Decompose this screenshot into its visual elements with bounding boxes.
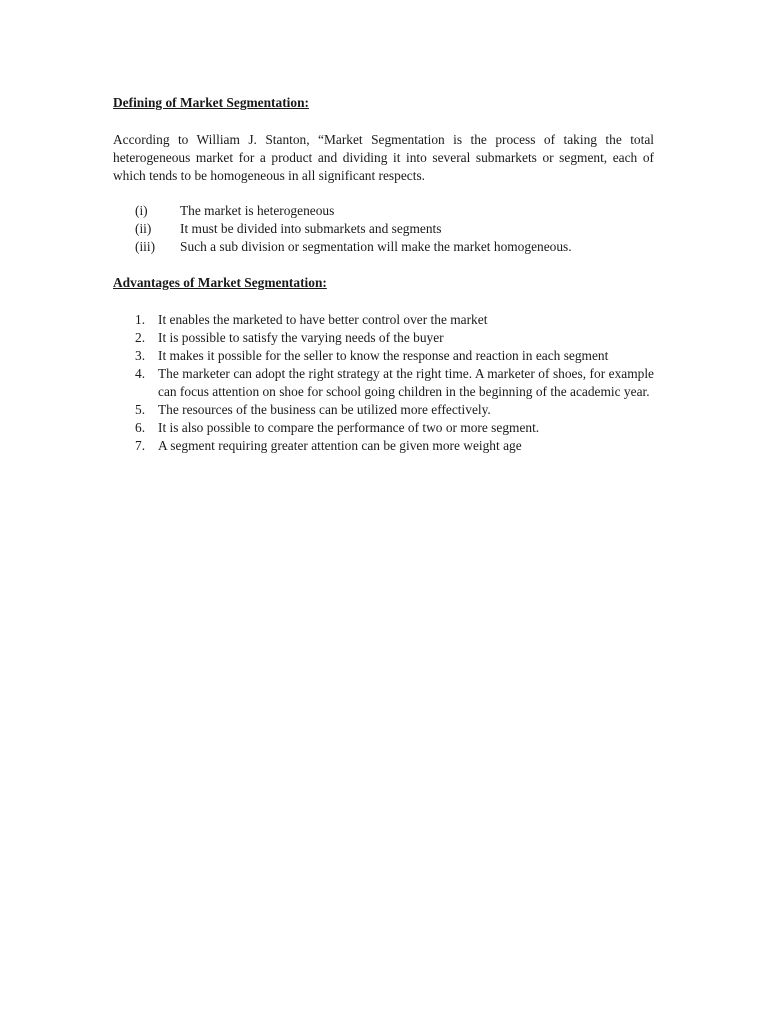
list-marker: (iii) xyxy=(135,239,156,254)
definition-paragraph: According to William J. Stanton, “Market Segmentation is the process of taking the total heterogeneous market for a product and dividing it into several submarkets or segment, each of which tends to be homogeneous in all significant respects. xyxy=(113,132,654,183)
list-item-text: It enables the marketed to have better control over the market xyxy=(158,312,488,327)
definition-heading: Defining of Market Segmentation: xyxy=(113,95,309,110)
list-item-text: It makes it possible for the seller to know the response and reaction in each segment xyxy=(158,348,609,363)
definition-point xyxy=(113,238,654,256)
list-item-text: The resources of the business can be utilized more effectively. xyxy=(158,402,491,417)
list-marker: 5. xyxy=(135,402,146,417)
advantage-item xyxy=(113,311,654,329)
list-marker: 3. xyxy=(135,348,146,363)
list-marker: (ii) xyxy=(135,221,152,236)
list-item-text: It is also possible to compare the performance of two or more segment. xyxy=(158,420,540,435)
advantage-item xyxy=(113,419,654,437)
list-item-text: The marketer can adopt the right strategy at the right time. A marketer of shoes, for example can focus attention on shoe for school going children in the beginning of the academic year. xyxy=(158,366,654,399)
advantages-heading: Advantages of Market Segmentation: xyxy=(113,275,327,290)
list-item-text: The market is heterogeneous xyxy=(180,203,335,218)
list-marker: 6. xyxy=(135,420,146,435)
document-content xyxy=(113,94,654,455)
list-item-text: Such a sub division or segmentation will make the market homogeneous. xyxy=(180,239,572,254)
list-marker: (i) xyxy=(135,203,148,218)
list-marker: 1. xyxy=(135,312,146,327)
advantage-item xyxy=(113,437,654,455)
list-item-text: A segment requiring greater attention can be given more weight age xyxy=(158,438,522,453)
advantage-item xyxy=(113,365,654,401)
list-item-text: It is possible to satisfy the varying needs of the buyer xyxy=(158,330,444,345)
advantage-item xyxy=(113,347,654,365)
advantage-item xyxy=(113,329,654,347)
advantages-list xyxy=(113,311,654,455)
definition-point xyxy=(113,202,654,220)
list-marker: 7. xyxy=(135,438,146,453)
advantage-item xyxy=(113,401,654,419)
list-marker: 4. xyxy=(135,366,146,381)
definition-points-list xyxy=(113,202,654,256)
list-item-text: It must be divided into submarkets and segments xyxy=(180,221,442,236)
definition-point xyxy=(113,220,654,238)
list-marker: 2. xyxy=(135,330,146,345)
